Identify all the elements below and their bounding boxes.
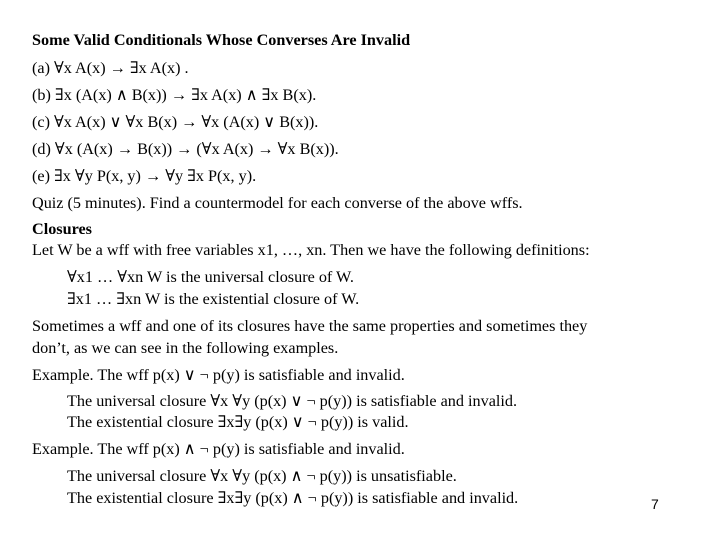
example-1: Example. The wff p(x) ∨ ¬ p(y) is satisfiable and invalid. (32, 366, 405, 384)
item-a: (a) ∀x A(x) → ∃x A(x) . (32, 59, 189, 77)
example-1-existential: The existential closure ∃x∃y (p(x) ∨ ¬ p(y)) is valid. (67, 413, 409, 431)
item-b: (b) ∃x (A(x) ∧ B(x)) → ∃x A(x) ∧ ∃x B(x). (32, 86, 317, 104)
quiz-line: Quiz (5 minutes). Find a countermodel for each converse of the above wffs. (32, 194, 523, 212)
item-c: (c) ∀x A(x) ∨ ∀x B(x) → ∀x (A(x) ∨ B(x)). (32, 113, 319, 131)
page-number: 7 (651, 496, 659, 512)
example-1-universal: The universal closure ∀x ∀y (p(x) ∨ ¬ p(y)) is satisfiable and invalid. (67, 392, 518, 410)
universal-closure-def: ∀x1 … ∀xn W is the universal closure of W. (67, 268, 354, 286)
example-2-existential: The existential closure ∃x∃y (p(x) ∧ ¬ p(y)) is satisfiable and invalid. (67, 489, 519, 507)
existential-closure-def: ∃x1 … ∃xn W is the existential closure of W. (67, 290, 360, 308)
item-e: (e) ∃x ∀y P(x, y) → ∀y ∃x P(x, y). (32, 167, 257, 185)
item-d: (d) ∀x (A(x) → B(x)) → (∀x A(x) → ∀x B(x)). (32, 140, 339, 158)
sometimes-line-1: Sometimes a wff and one of its closures have the same properties and sometimes they (32, 317, 588, 335)
closures-heading: Closures (32, 220, 92, 238)
slide-title: Some Valid Conditionals Whose Converses Are Invalid (32, 31, 411, 49)
example-2: Example. The wff p(x) ∧ ¬ p(y) is satisfiable and invalid. (32, 440, 405, 458)
sometimes-line-2: don’t, as we can see in the following examples. (32, 339, 339, 357)
example-2-universal: The universal closure ∀x ∀y (p(x) ∧ ¬ p(y)) is unsatisfiable. (67, 467, 457, 485)
closures-intro: Let W be a wff with free variables x1, …, xn. Then we have the following definitions: (32, 241, 590, 259)
